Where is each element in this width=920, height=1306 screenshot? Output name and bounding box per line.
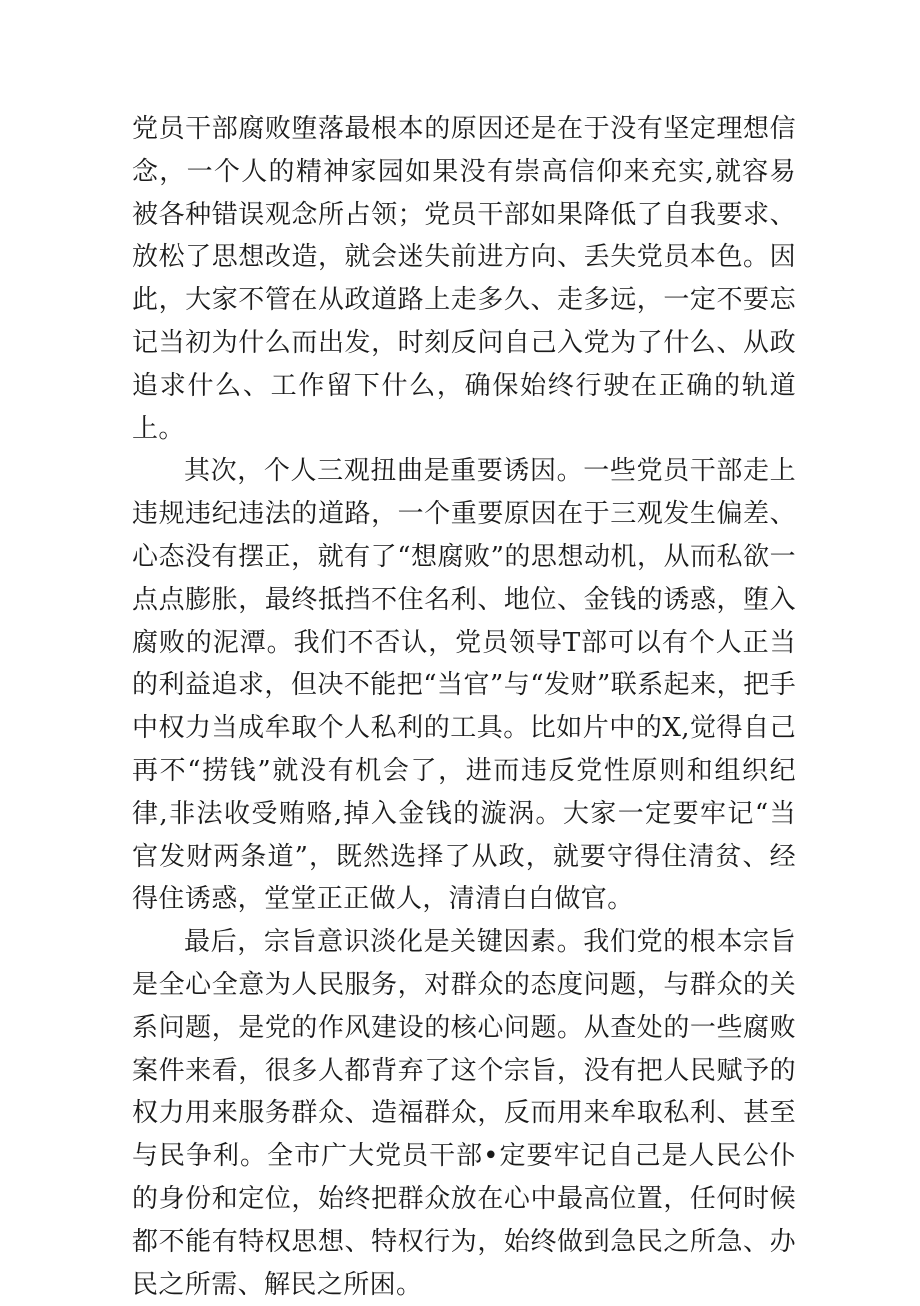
paragraph-ideals: 党员干部腐败堕落最根本的原因还是在于没有坚定理想信念，一个人的精神家园如果没有崇高信仰来充实,就容易被各种错误观念所占领；党员干部如果降低了自我要求、放松了思想改造，就会迷失前进方向、丢失党员本色。因此，大家不管在从政道路上走多久、走多远，一定不要忘记当初为什么而出发，时刻反问自己入党为了什么、从政追求什么、工作留下什么，确保始终行驶在正确的轨道上。 [132, 114, 796, 444]
paragraph-purpose: 最后，宗旨意识淡化是关键因素。我们党的根本宗旨是全心全意为人民服务，对群众的态度问题，与群众的关系问题，是党的作风建设的核心问题。从查处的一些腐败案件来看，很多人都背弃了这个宗旨，没有把人民赋予的权力用来服务群众、造福群众，反而用来牟取私利、甚至与民争利。全市广大党员干部•定要牢记自己是人民公仆的身份和定位，始终把群众放在心中最高位置，任何时候都不能有特权思想、特权行为，始终做到急民之所急、办民之所需、解民之所困。 [132, 927, 796, 1300]
document-body [132, 108, 796, 1306]
paragraph-values: 其次，个人三观扭曲是重要诱因。一些党员干部走上违规违纪违法的道路，一个重要原因在于三观发生偏差、心态没有摆正，就有了“想腐败”的思想动机，从而私欲一点点膨胀，最终抵挡不住名利、地位、金钱的诱惑，堕入腐败的泥潭。我们不否认，党员领导T部可以有个人正当的利益追求，但决不能把“当官”与“发财”联系起来，把手中权力当成牟取个人私利的工具。比如片中的X,觉得自己再不“捞钱”就没有机会了，进而违反党性原则和组织纪律,非法收受贿赂,掉入金钱的漩涡。大家一定要牢记“当官发财两条道”，既然选择了从政，就要守得住清贫、经得住诱惑，堂堂正正做人，清清白白做官。 [132, 456, 796, 915]
